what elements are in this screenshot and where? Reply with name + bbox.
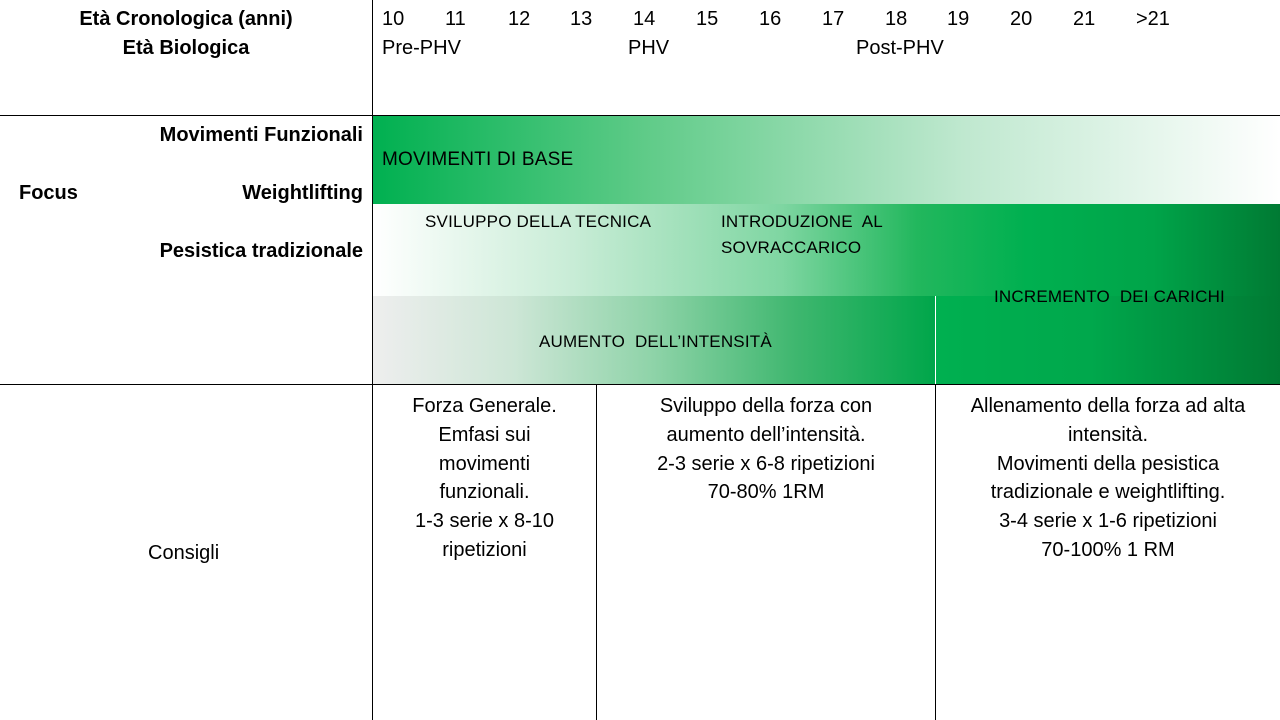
- band-label-aumento-intensita: AUMENTO DELL’INTENSITÀ: [539, 332, 772, 351]
- age-21: 21: [1073, 8, 1096, 30]
- focus-row-movimenti-funzionali: Movimenti Funzionali: [159, 124, 363, 146]
- advice-col-2: [597, 392, 935, 507]
- band-label-sviluppo-tecnica: SVILUPPO DELLA TECNICA: [425, 212, 652, 231]
- advice-col-1-line: 1-3 serie x 8-10: [415, 510, 554, 533]
- grid-line-focus-bottom: [0, 384, 1280, 385]
- chronological-age-label: Età Cronologica (anni): [79, 8, 293, 30]
- biological-age-label: Età Biologica: [122, 37, 250, 59]
- grid-line-header-bottom: [0, 115, 1280, 116]
- stage-phv: PHV: [628, 37, 670, 59]
- stage-pre-phv: Pre-PHV: [382, 37, 461, 59]
- band-label-incremento-carichi: INCREMENTO DEI CARICHI: [994, 287, 1225, 306]
- advice-col-3: [936, 392, 1280, 565]
- stage-post-phv: Post-PHV: [856, 37, 944, 59]
- age-16: 16: [759, 8, 782, 30]
- advice-col-1: [373, 392, 596, 565]
- age-17: 17: [822, 8, 845, 30]
- advice-col-3-line: 70-100% 1 RM: [1041, 538, 1175, 561]
- advice-col-1-line: Forza Generale.: [412, 395, 557, 417]
- band-label-sovraccarico-1: INTRODUZIONE AL: [721, 212, 883, 231]
- age-10: 10: [382, 8, 405, 30]
- age-20: 20: [1010, 8, 1033, 30]
- advice-col-1-line: movimenti: [438, 452, 531, 475]
- age-15: 15: [696, 8, 719, 30]
- advice-col-2-line: 70-80% 1RM: [707, 481, 825, 504]
- age-11: 11: [445, 8, 466, 30]
- advice-col-3-line: Movimenti della pesistica: [996, 452, 1220, 475]
- age-over-21: >21: [1136, 8, 1170, 30]
- age-18: 18: [885, 8, 908, 30]
- grid-line-left-col: [372, 0, 373, 720]
- focus-title: Focus: [19, 182, 78, 204]
- advice-col-3-line: Allenamento della forza ad alta: [970, 395, 1246, 417]
- focus-row-pesistica-tradizionale: Pesistica tradizionale: [159, 240, 363, 262]
- age-14: 14: [633, 8, 656, 30]
- advice-col-2-line: Sviluppo della forza con: [659, 395, 873, 417]
- band-divider: [935, 296, 936, 385]
- age-12: 12: [508, 8, 531, 30]
- band-label-movimenti-di-base: MOVIMENTI DI BASE: [382, 149, 574, 170]
- advice-col-1-line: funzionali.: [439, 481, 530, 504]
- age-19: 19: [947, 8, 970, 30]
- advice-col-3-line: tradizionale e weightlifting.: [990, 481, 1226, 504]
- advice-col-3-line: intensità.: [1067, 423, 1149, 446]
- advice-col-3-line: 3-4 serie x 1-6 ripetizioni: [999, 510, 1217, 533]
- advice-col-2-line: 2-3 serie x 6-8 ripetizioni: [657, 452, 875, 475]
- advice-label: Consigli: [148, 542, 220, 564]
- band-label-sovraccarico-2: SOVRACCARICO: [721, 238, 862, 257]
- advice-col-1-line: Emfasi sui: [438, 423, 531, 446]
- band-incremento-carichi: [935, 296, 1280, 385]
- focus-row-weightlifting: Weightlifting: [242, 182, 363, 204]
- advice-col-1-line: ripetizioni: [442, 538, 527, 561]
- advice-col-2-line: aumento dell’intensità.: [666, 423, 866, 446]
- age-13: 13: [570, 8, 593, 30]
